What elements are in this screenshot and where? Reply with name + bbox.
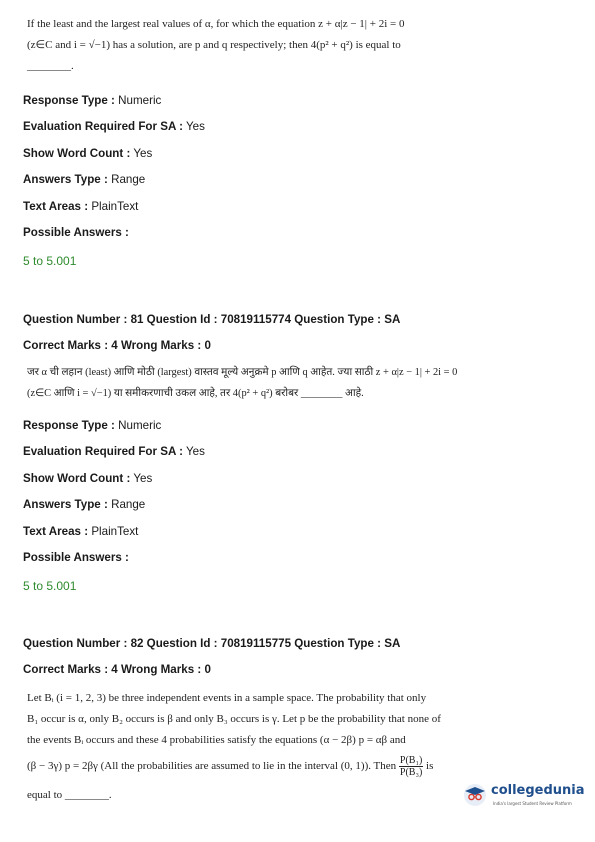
question-82-marks: Correct Marks : 4 Wrong Marks : 0 bbox=[23, 663, 211, 676]
evaluation-row bbox=[23, 444, 205, 460]
question-81-header: Question Number : 81 Question Id : 70819115774 Question Type : SA bbox=[23, 313, 401, 326]
word-count-value: Yes bbox=[133, 472, 153, 485]
question-line: If the least and the largest real values of α, for which the equation z + α|z − 1| + 2i = 0 bbox=[27, 18, 405, 30]
question-line: Let Bᵢ (i = 1, 2, 3) be three independent events in a sample space. The probability that only bbox=[27, 692, 427, 704]
question-81-text bbox=[27, 362, 487, 404]
possible-answer-value: 5 to 5.001 bbox=[23, 254, 77, 268]
question-line bbox=[27, 751, 467, 781]
word-count-label: Show Word Count : bbox=[23, 147, 131, 160]
text-areas-value: PlainText bbox=[91, 200, 139, 213]
response-type-label: Response Type : bbox=[23, 419, 115, 432]
possible-answers-label: Possible Answers : bbox=[23, 551, 129, 564]
word-count-label: Show Word Count : bbox=[23, 472, 131, 485]
question-line: B₁ occur is α, only B₂ occurs is β and only B₃ occurs is γ. Let p be the probability that none of bbox=[27, 713, 441, 725]
question-line: ________. bbox=[27, 60, 74, 72]
response-type-row bbox=[23, 93, 161, 109]
question-line: (z∈C आणि i = √−1) या समीकरणाची उकल आहे, तर 4(p² + q²) बरोबर ________ आहे. bbox=[27, 388, 364, 399]
logo-tagline: India's largest Student Review Platform bbox=[493, 801, 572, 806]
collegedunia-logo bbox=[463, 781, 583, 817]
question-line-text: (β − 3γ) p = 2βγ (All the probabilities are assumed to lie in the interval (0, 1)). Then bbox=[27, 760, 397, 772]
question-line: equal to ________. bbox=[27, 789, 112, 801]
probability-fraction bbox=[399, 755, 423, 778]
text-areas-label: Text Areas : bbox=[23, 200, 89, 213]
evaluation-row bbox=[23, 119, 205, 135]
response-type-row bbox=[23, 418, 161, 434]
text-areas-row bbox=[23, 199, 138, 215]
question-line: (z∈C and i = √−1) has a solution, are p and q respectively; then 4(p² + q²) is equal to bbox=[27, 39, 401, 51]
question-80-text bbox=[27, 14, 467, 77]
evaluation-label: Evaluation Required For SA : bbox=[23, 445, 183, 458]
response-type-label: Response Type : bbox=[23, 94, 115, 107]
question-82-text bbox=[27, 688, 467, 806]
possible-answer-value: 5 to 5.001 bbox=[23, 579, 77, 593]
possible-answers-row bbox=[23, 550, 129, 566]
question-line: जर α ची लहान (least) आणि मोठी (largest) वास्तव मूल्ये अनुक्रमे p आणि q आहेत. ज्या साठी z + α|z − 1| + 2i = 0 bbox=[27, 367, 458, 378]
evaluation-value: Yes bbox=[185, 120, 205, 133]
logo-wordmark: collegedunia bbox=[491, 783, 585, 798]
answers-type-value: Range bbox=[111, 173, 146, 186]
fraction-denominator: P(B₃) bbox=[399, 766, 423, 778]
text-areas-row bbox=[23, 524, 138, 540]
word-count-row bbox=[23, 471, 152, 487]
evaluation-value: Yes bbox=[185, 445, 205, 458]
response-type-value: Numeric bbox=[118, 94, 162, 107]
question-line-end: is bbox=[426, 760, 434, 772]
answers-type-value: Range bbox=[111, 498, 146, 511]
word-count-row bbox=[23, 146, 152, 162]
answers-type-label: Answers Type : bbox=[23, 498, 108, 511]
possible-answers-label: Possible Answers : bbox=[23, 226, 129, 239]
answers-type-row bbox=[23, 497, 145, 513]
word-count-value: Yes bbox=[133, 147, 153, 160]
text-areas-value: PlainText bbox=[91, 525, 139, 538]
question-82-header: Question Number : 82 Question Id : 70819115775 Question Type : SA bbox=[23, 637, 401, 650]
question-81-marks: Correct Marks : 4 Wrong Marks : 0 bbox=[23, 339, 211, 352]
graduate-icon bbox=[463, 783, 487, 807]
fraction-numerator: P(B₁) bbox=[399, 754, 423, 766]
question-line: the events Bᵢ occurs and these 4 probabilities satisfy the equations (α − 2β) p = αβ and bbox=[27, 734, 406, 746]
evaluation-label: Evaluation Required For SA : bbox=[23, 120, 183, 133]
answers-type-row bbox=[23, 172, 145, 188]
possible-answers-row bbox=[23, 225, 129, 241]
text-areas-label: Text Areas : bbox=[23, 525, 89, 538]
answers-type-label: Answers Type : bbox=[23, 173, 108, 186]
response-type-value: Numeric bbox=[118, 419, 162, 432]
